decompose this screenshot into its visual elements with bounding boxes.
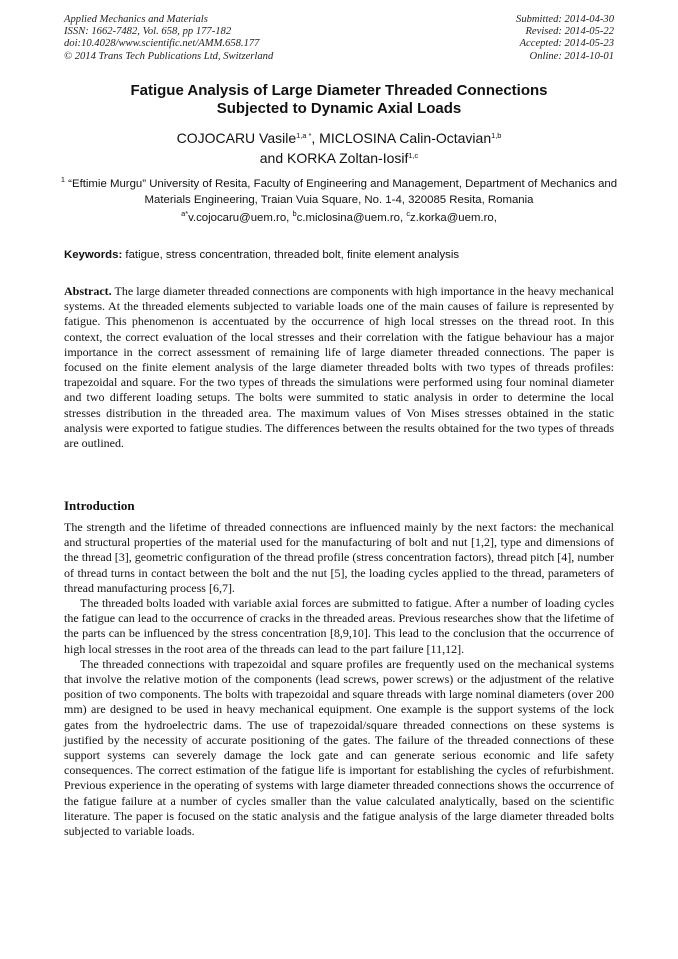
- section-heading-introduction: Introduction: [64, 498, 135, 513]
- email-b[interactable]: c.miclosina@uem.ro,: [296, 212, 407, 224]
- author-3-affil: 1,c: [408, 150, 419, 160]
- email-a-marker: a*: [181, 209, 189, 218]
- keywords-label: Keywords:: [64, 249, 123, 261]
- keywords: [64, 248, 616, 262]
- intro-paragraph-2: The threaded bolts loaded with variable axial forces are submitted to fatigue. After a number of loading cycles the fatigue can lead to the occurrence of cracks in the threaded areas. Previous researches show that the lifetime of the parts can be influenced by the stress concentration [8,9,10]. This lead to the conclusion that the occurrence of high local stresses in the root area of the threads can lead to the part failure [11,12].: [64, 596, 614, 656]
- email-list: [60, 211, 618, 226]
- date-accepted: Accepted: 2014-05-23: [519, 38, 614, 50]
- submission-dates: [516, 14, 614, 63]
- email-a[interactable]: v.cojocaru@uem.ro,: [188, 212, 293, 224]
- date-submitted: Submitted: 2014-04-30: [516, 14, 614, 25]
- title-line-1: Fatigue Analysis of Large Diameter Threaded Connections: [130, 82, 548, 99]
- intro-paragraph-1: The strength and the lifetime of threaded connections are influenced mainly by the next factors: the mechanical and structural properties of the material used for the manufacturing of bolt and nut [1,2], type and dimensions of the thread [3], geometric configuration of the thread profile (stress concentration factors), thread pitch [4], number of thread turns in contact between the bolt and the nut [5], the loading cycles applied to the thread, parameters of thread manufacturing process [6,7].: [64, 520, 614, 595]
- journal-info: [64, 14, 273, 63]
- keywords-text: fatigue, stress concentration, threaded bolt, finite element analysis: [122, 249, 460, 261]
- author-and: and: [259, 149, 287, 166]
- email-c[interactable]: z.korka@uem.ro,: [410, 212, 497, 224]
- journal-name: Applied Mechanics and Materials: [64, 14, 208, 25]
- abstract-text: The large diameter threaded connections are components with high importance in the heavy mechanical systems. At the threaded elements subjected to variable loads one of the main causes of failure is represented by fatigue. This phenomenon is accentuated by the occurrence of high local stresses on the thread root. In this context, the correct evaluation of the local stresses and their correlation with the fatigue behaviour has a major importance in the correct assessment of remaining life of large diameter threaded connections. The paper is focused on the finite element analysis of the large diameter threaded bolts with two types of threads profiles: trapezoidal and square. For the two types of threads the simulations were performed using four nominal diameter and two different loading setups. The bolts were summited to static analysis in order to determine the local stresses distribution in the threaded area. The maximum values of Von Mises stresses obtained in the static analysis were exported to fatigue studies. The differences between the results obtained for the two types of threads are outlined.: [64, 284, 614, 451]
- author-separator: ,: [311, 130, 320, 146]
- author-1: COJOCARU Vasile: [176, 130, 297, 146]
- author-1-affil: 1,a *: [296, 131, 312, 140]
- abstract: [64, 284, 614, 451]
- author-2: MICLOSINA Calin-Octavian: [319, 130, 492, 146]
- author-2-affil: 1,b: [491, 131, 502, 140]
- author-list: [40, 130, 638, 169]
- email-b-marker: b: [292, 209, 297, 218]
- introduction-body: [64, 520, 614, 839]
- affiliation-marker: 1: [60, 175, 66, 184]
- journal-copyright: © 2014 Trans Tech Publications Ltd, Switzerland: [64, 50, 274, 62]
- journal-issn: ISSN: 1662-7482, Vol. 658, pp 177-182: [64, 26, 232, 38]
- paper-title: [40, 82, 638, 118]
- author-3: KORKA Zoltan-Iosif: [287, 149, 409, 166]
- intro-paragraph-3: The threaded connections with trapezoidal and square profiles are frequently used on the mechanical systems that involve the relative motion of the components (lead screws, power screws) or the adjustment of the relative position of two components. The bolts with trapezoidal and square threads with large nominal diameters (over 200 mm) are designed to be used in heavy mechanical equipment. One example is the support systems of the lock gates from the hydroelectric dams. The use of trapezoidal/square threaded connections on these systems is justified by the necessity of accurate positioning of the gates. The failure of the threaded connections of these support systems can severely damage the lock gate and can generate serious economic and life safety consequences. The correct estimation of the fatigue life is important for establishing the cycles of refurbishment. Previous experience in the operating of systems with large diameter threaded connections shows the occurrence of the fatigue failure at a number of cycles smaller than the value calculated analytically, based on the scientific literature. The paper is focused on the static analysis and the fatigue analysis of the large diameter threaded bolts subjected to variable loads.: [64, 656, 614, 839]
- email-c-marker: c: [406, 209, 411, 218]
- date-revised: Revised: 2014-05-22: [525, 26, 614, 38]
- abstract-label: Abstract.: [64, 284, 112, 298]
- affiliation: [60, 177, 618, 207]
- affiliation-text: “Eftimie Murgu” University of Resita, Faculty of Engineering and Management, Department of Mechanics and Materials Engineering, Traian Vuia Square, No. 1-4, 320085 Resita, Romania: [65, 178, 618, 206]
- date-online: Online: 2014-10-01: [529, 50, 614, 62]
- journal-doi: doi:10.4028/www.scientific.net/AMM.658.177: [64, 38, 260, 50]
- title-line-2: Subjected to Dynamic Axial Loads: [216, 100, 462, 117]
